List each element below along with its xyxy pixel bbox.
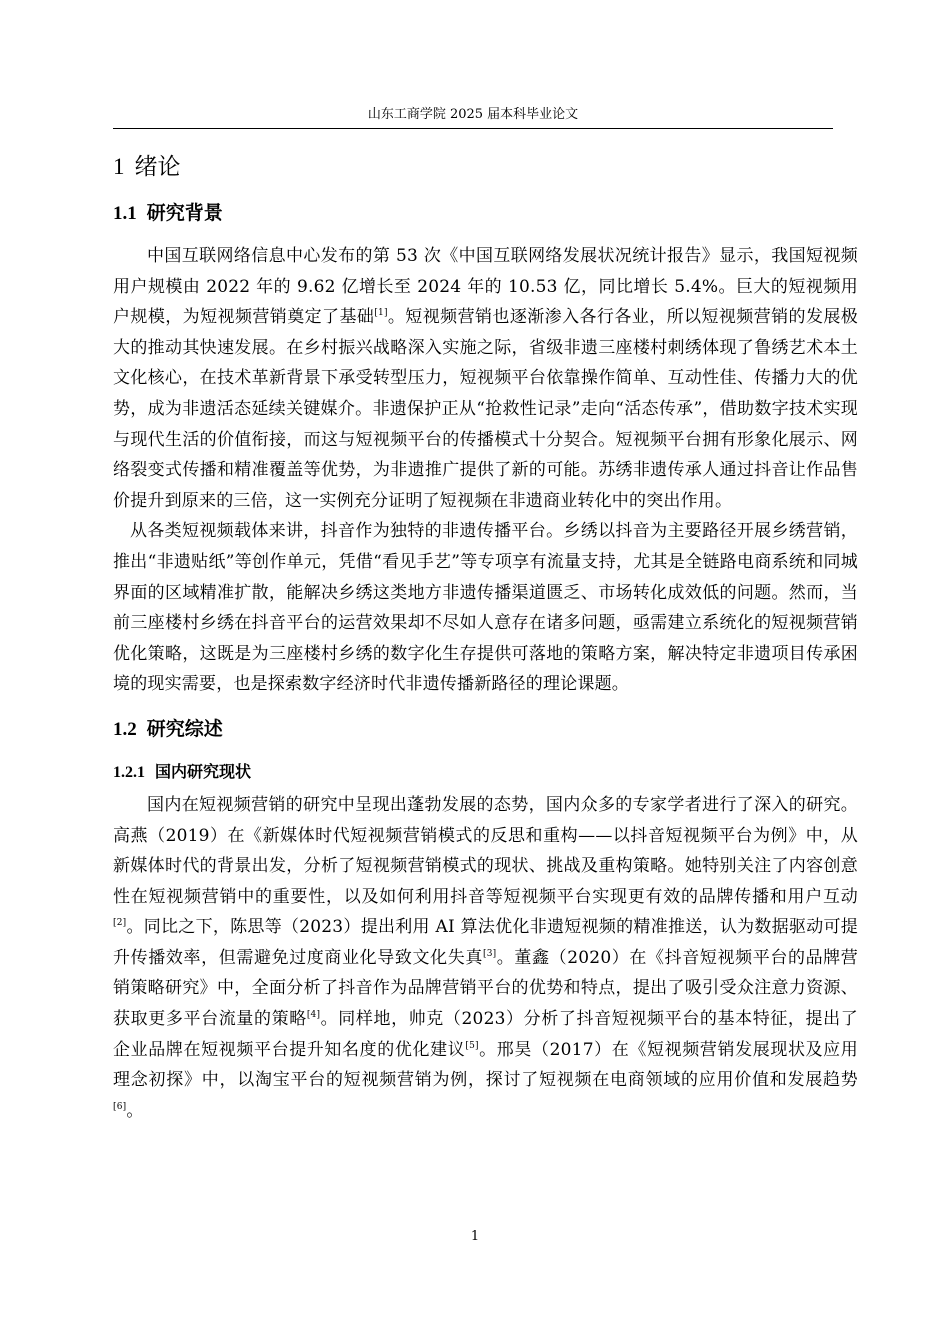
paragraph-text: 。董鑫（2020）在《抖音短视频平台的品牌营销策略研究》中，全面分析了抖音作为品牌营销平台的优势和特点，提出了吸引受众注意力资源、获取更多平台流量的策略 (113, 947, 859, 1030)
paragraph-text: 。短视频营销也逐渐渗入各行各业，所以短视频营销的发展极大的推动其快速发展。在乡村振兴战略深入实施之际，省级非遗三座楼村刺绣体现了鲁绣艺术本土文化核心，在技术革新背景下承受转型压力，短视频平台依靠操作简单、互动性佳、传播力大的优势，成为非遗活态延续关键媒介。非遗保护正从“抢救性记录”走向“活态传承”，借助数字技术实现与现代生活的价值衔接，而这与短视频平台的传播模式十分契合。短视频平台拥有形象化展示、网络裂变式传播和精准覆盖等优势，为非遗推广提供了新的可能。苏绣非遗传承人通过抖音让作品售价提升到原来的三倍，这一实例充分证明了短视频在非遗商业转化中的突出作用。 (113, 307, 859, 511)
body-paragraph (113, 790, 858, 1127)
paragraph-text: 中国互联网络信息中心发布的第 53 次《中国互联网络发展状况统计报告》显示，我国短视频用户规模由 2022 年的 9.62 亿增长至 2024 年的 10.53 亿，同比增长 5.4%。巨大的短视频用户规模，为短视频营销奠定了基础 (113, 246, 858, 328)
paragraph-text: 。 (126, 1100, 144, 1121)
citation-marker: [4] (306, 1010, 321, 1021)
page-number: 1 (470, 1229, 480, 1244)
header-rule (113, 128, 833, 129)
section-1-1-body (113, 241, 858, 700)
citation-marker: [6] (113, 1101, 127, 1112)
chapter-title: 绪论 (134, 154, 181, 180)
body-paragraph (113, 241, 858, 516)
chapter-heading (113, 150, 858, 184)
paragraph-text: 。邢昊（2017）在《短视频营销发展现状及应用理念初探》中，以淘宝平台的短视频营销为例，探讨了短视频在电商领域的应用价值和发展趋势 (113, 1039, 858, 1091)
citation-marker: [2] (113, 918, 127, 929)
section-title: 研究综述 (146, 717, 223, 740)
paragraph-text: 从各类短视频载体来讲，抖音作为独特的非遗传播平台。乡绣以抖音为主要路径开展乡绣营销，推出“非遗贴纸”等创作单元，凭借“看见手艺”等专项享有流量支持，尤其是全链路电商系统和同城界面的区域精准扩散，能解决乡绣这类地方非遗传播渠道匮乏、市场转化成效低的问题。然而，当前三座楼村乡绣在抖音平台的运营效果却不尽如人意存在诸多问题，亟需建立系统化的短视频营销优化策略，这既是为三座楼村乡绣的数字化生存提供可落地的策略方案，解决特定非遗项目传承困境的现实需要，也是探索数字经济时代非遗传播新路径的理论课题。 (113, 521, 858, 695)
citation-marker: [3] (483, 948, 497, 959)
paragraph-text: 。同比之下，陈思等（2023）提出利用 AI 算法优化非遗短视频的精准推送，认为数据驱动可提升传播效率，但需避免过度商业化导致文化失真 (113, 917, 858, 968)
section-heading-1-1 (113, 198, 858, 229)
section-number: 1.2 (113, 718, 137, 740)
citation-marker: [1] (374, 308, 388, 319)
section-number: 1.1 (113, 203, 137, 224)
page-content (113, 150, 858, 1126)
section-title: 研究背景 (146, 202, 223, 224)
subsection-number: 1.2.1 (113, 763, 145, 781)
subsection-1-2-1-body (113, 790, 858, 1127)
running-header: 山东工商学院 2025 届本科毕业论文 (367, 107, 579, 122)
body-paragraph (113, 516, 858, 700)
paragraph-text: 。同样地，帅克（2023）分析了抖音短视频平台的基本特征，提出了企业品牌在短视频平台提升知名度的优化建议 (113, 1009, 858, 1060)
paragraph-text: 国内在短视频营销的研究中呈现出蓬勃发展的态势，国内众多的专家学者进行了深入的研究。高燕（2019）在《新媒体时代短视频营销模式的反思和重构——以抖音短视频平台为例》中，从新媒体时代的背景出发，分析了短视频营销模式的现状、挑战及重构策略。她特别关注了内容创意性在短视频营销中的重要性，以及如何利用抖音等短视频平台实现更有效的品牌传播和用户互动 (113, 794, 858, 907)
subsection-title: 国内研究现状 (155, 761, 252, 781)
subsection-heading-1-2-1 (113, 759, 858, 786)
citation-marker: [5] (465, 1040, 479, 1051)
section-heading-1-2 (113, 714, 858, 745)
chapter-number: 1 (113, 154, 125, 179)
